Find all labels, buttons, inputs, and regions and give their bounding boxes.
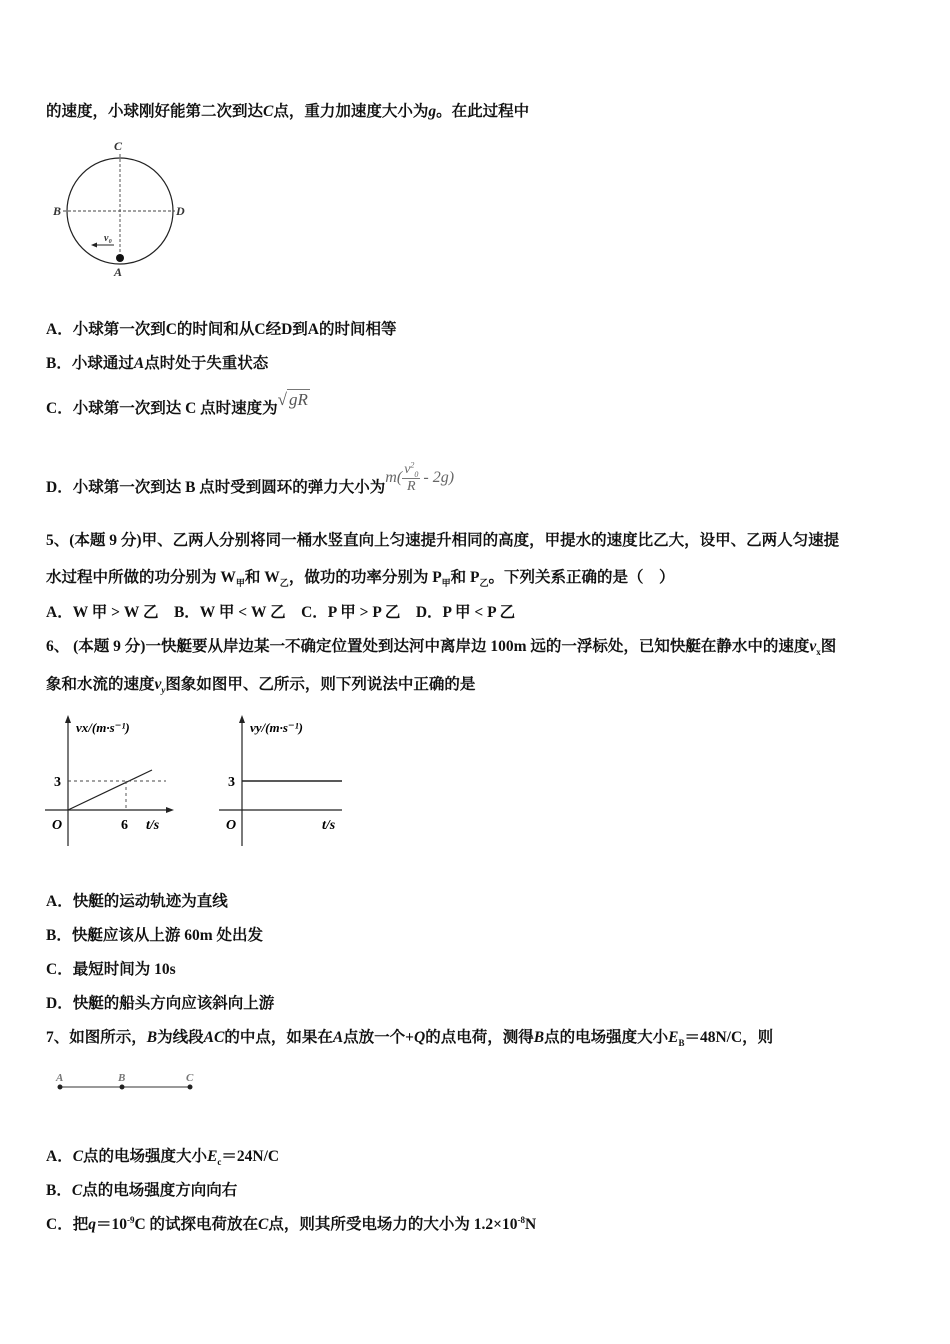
q7-q1: Q [414, 1029, 426, 1046]
q4-option-b [46, 354, 268, 374]
formula-sup: 2 [410, 460, 415, 470]
intro-line [46, 102, 529, 122]
q7-c-pre: C．把 [46, 1216, 89, 1233]
q7-c-post: N [524, 1216, 537, 1233]
q4-option-a: A．小球第一次到C的时间和从C经D到A的时间相等 [46, 321, 397, 338]
vx-line [68, 770, 152, 810]
circle-figure [48, 136, 198, 282]
q7-c-q: q [88, 1216, 96, 1233]
q4-option-d [46, 460, 455, 505]
point-c [188, 1085, 193, 1090]
q5-line2 [46, 568, 675, 588]
vx-ylabel: vx/(m·s⁻¹) [76, 720, 130, 735]
q7-l-c: 的中点，如果在 [224, 1029, 333, 1046]
q6-vx: v [809, 638, 817, 655]
label-v0: v₀ [104, 233, 112, 244]
formula-v: v [404, 462, 411, 477]
label-b: B [53, 204, 62, 218]
q7-option-a [46, 1147, 279, 1167]
q6-option-a: A．快艇的运动轨迹为直线 [46, 893, 228, 910]
q6-l1-b: 图 [820, 638, 837, 655]
q7-c-mid2: C 的试探电荷放在 [134, 1216, 259, 1233]
q7-b-pre: B． [46, 1182, 72, 1199]
q6-line1 [46, 637, 836, 657]
vx-tick-6: 6 [121, 818, 128, 833]
intro-c: C [263, 103, 274, 120]
q4-c-text: C．小球第一次到达 C 点时速度为 [46, 400, 278, 417]
vy-ylabel: vy/(m·s⁻¹) [250, 720, 303, 735]
q7-c-sup2: -8 [517, 1214, 525, 1225]
q7-a-post: ＝24N/C [221, 1148, 280, 1165]
sqrt-formula: √ gR [277, 390, 308, 409]
q7-l-e: 的点电荷，测得 [425, 1029, 534, 1046]
formula-tail: - 2g) [423, 469, 455, 487]
intro-text-a: 的速度，小球刚好能第二次到达 [46, 103, 264, 120]
q5-l2-e: 。下列关系正确的是（ ） [488, 569, 675, 586]
q5-options: A．W 甲 > W 乙 B．W 甲 < W 乙 C．P 甲 > P 乙 D．P 甲 < P 乙 [46, 604, 516, 621]
formula-sub: 0 [414, 469, 419, 479]
vy-tick-3: 3 [228, 775, 235, 790]
q7-c-c: C [258, 1216, 269, 1233]
q5-line1: 5、(本题 9 分)甲、乙两人分别将同一桶水竖直向上匀速提升相同的高度，甲提水的速度比乙大，设甲、乙两人匀速提 [46, 532, 840, 549]
q7-line1 [46, 1028, 773, 1048]
ball-point [116, 254, 124, 262]
q6-vy-sub: y [161, 685, 166, 696]
q7-l-b: 为线段 [157, 1029, 204, 1046]
q6-option-b: B．快艇应该从上游 60m 处出发 [46, 927, 264, 944]
sqrt-content: gR [288, 390, 308, 409]
intro-text-c: 。在此过程中 [436, 103, 530, 120]
q4-b-a: A [133, 355, 145, 372]
point-b [120, 1085, 125, 1090]
q7-b-post: 点的电场强度方向向右 [82, 1182, 238, 1199]
q7-c-mid1: ＝10 [95, 1216, 127, 1233]
vx-origin: O [52, 818, 63, 833]
q7-option-c [46, 1215, 536, 1235]
vx-graph [40, 712, 180, 852]
formula-numerator [402, 462, 420, 479]
q7-b2: B [533, 1029, 545, 1046]
q5-l2-d: 和 P [450, 569, 480, 586]
segment-figure [50, 1066, 210, 1100]
intro-text-b: 点，重力加速度大小为 [273, 103, 429, 120]
vy-graph [214, 712, 354, 852]
q4-d-text: D．小球第一次到达 B 点时受到圆环的弹力大小为 [46, 479, 386, 497]
vx-tick-3: 3 [54, 775, 61, 790]
label-d: D [176, 204, 185, 218]
velocity-arrowhead [91, 243, 97, 248]
q6-l2-b: 图象如图甲、乙所示，则下列说法中正确的是 [165, 676, 476, 693]
q4-b-post: 点时处于失重状态 [144, 355, 269, 372]
q7-l-g: ＝48N/C，则 [684, 1029, 774, 1046]
vx-xlabel: t/s [146, 818, 160, 833]
q7-a-mid: 点的电场强度大小 [83, 1148, 208, 1165]
q7-a1: A [332, 1029, 344, 1046]
q7-a-c: C [72, 1148, 84, 1165]
label-a: A [114, 265, 123, 279]
point-a [58, 1085, 63, 1090]
q6-l2-a: 象和水流的速度 [46, 676, 155, 693]
vy-y-arrow [239, 715, 245, 723]
q6-vx-sub: x [816, 647, 821, 658]
q7-l-a: 7、如图所示， [46, 1029, 147, 1046]
label-point-c: C [186, 1072, 194, 1084]
q7-a-pre: A． [46, 1148, 73, 1165]
q5-l2-a: 水过程中所做的功分别为 W [46, 569, 236, 586]
fraction-formula [385, 462, 454, 495]
q5-l2-c: ，做功的功率分别为 P [288, 569, 442, 586]
vx-y-arrow [65, 715, 71, 723]
q7-a-e: E [207, 1148, 218, 1165]
q7-c-sup1: -9 [126, 1214, 135, 1225]
q5-jia-1: 甲 [235, 578, 245, 589]
q7-l-d: 点放一个+ [343, 1029, 415, 1046]
q7-option-b [46, 1181, 237, 1201]
q5-l2-b: 和 W [244, 569, 280, 586]
q7-ac: AC [203, 1029, 225, 1046]
q6-option-d: D．快艇的船头方向应该斜向上游 [46, 995, 275, 1012]
q6-vy: v [154, 676, 162, 693]
q5-yi-2: 乙 [479, 578, 489, 589]
q5-yi-1: 乙 [279, 578, 289, 589]
q7-c-mid3: 点，则其所受电场力的大小为 1.2×10 [268, 1216, 518, 1233]
q7-b1: B [146, 1029, 158, 1046]
q6-l1-a: 6、 (本题 9 分)一快艇要从岸边某一不确定位置处到达河中离岸边 100m 远的一浮标处，已知快艇在静水中的速度 [46, 638, 810, 655]
q4-option-c [46, 390, 310, 419]
q7-eb: E [668, 1029, 679, 1046]
formula-denominator: R [407, 479, 416, 494]
q7-b-c: C [71, 1182, 83, 1199]
vy-origin: O [226, 818, 237, 833]
q5-jia-2: 甲 [441, 578, 451, 589]
formula-m: m( [385, 469, 403, 487]
intro-g: g [428, 103, 437, 120]
q6-line2 [46, 675, 475, 695]
q6-option-c: C．最短时间为 10s [46, 961, 176, 978]
vx-x-arrow [166, 807, 174, 813]
vy-xlabel: t/s [322, 818, 336, 833]
label-point-a: A [56, 1072, 64, 1084]
q7-eb-sub: B [678, 1038, 685, 1049]
q7-a-sub: c [217, 1157, 222, 1168]
formula-fraction [402, 462, 420, 495]
label-point-b: B [118, 1072, 126, 1084]
q4-b-pre: B．小球通过 [46, 355, 134, 372]
q7-l-f: 点的电场强度大小 [544, 1029, 669, 1046]
label-c: C [114, 139, 123, 153]
